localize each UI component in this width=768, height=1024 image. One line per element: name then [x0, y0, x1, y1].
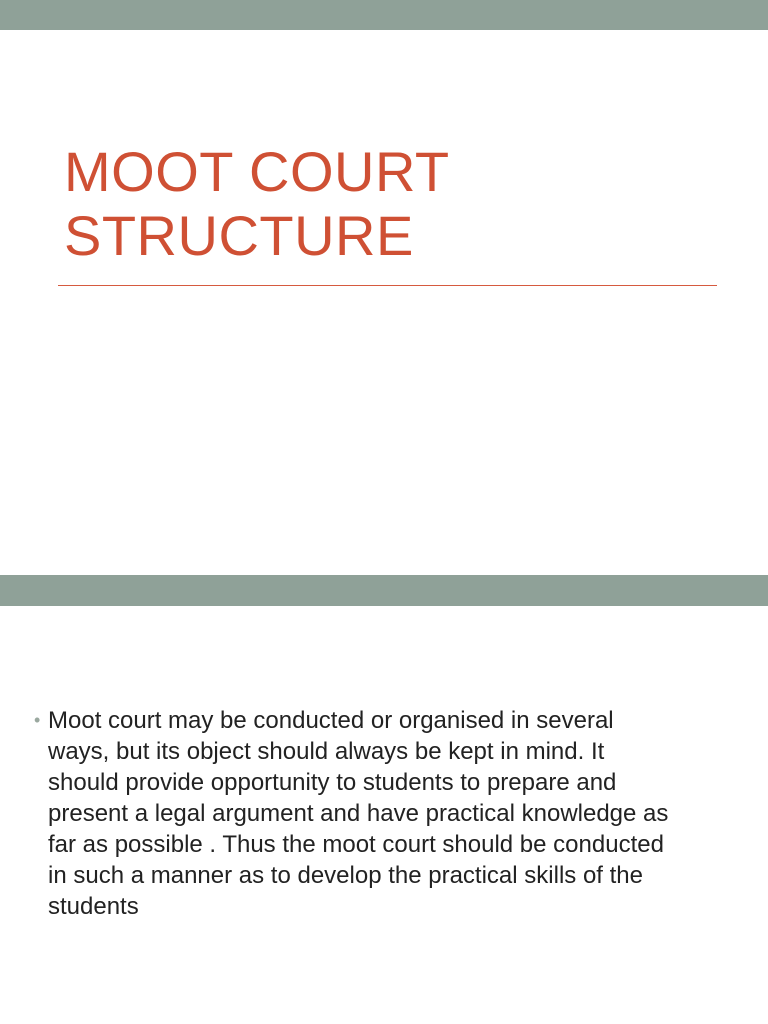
slide-title-line-2: STRUCTURE	[64, 204, 414, 267]
bullet-item	[34, 705, 724, 922]
title-underline	[58, 285, 717, 286]
slide-separator-band	[0, 575, 768, 606]
slide-top-band	[0, 0, 768, 30]
bullet-list	[34, 705, 724, 922]
bullet-text: Moot court may be conducted or organised in several ways, but its object should always be kept in mind. It should provide opportunity to students to prepare and present a legal argument and have practical knowledge as far as possible . Thus the moot court should be conducted in such a manner as to develop the practical skills of the students	[48, 707, 669, 920]
bullet-icon: •	[34, 710, 41, 730]
slide-title	[64, 140, 724, 268]
slide-title-line-1: MOOT COURT	[64, 140, 450, 203]
